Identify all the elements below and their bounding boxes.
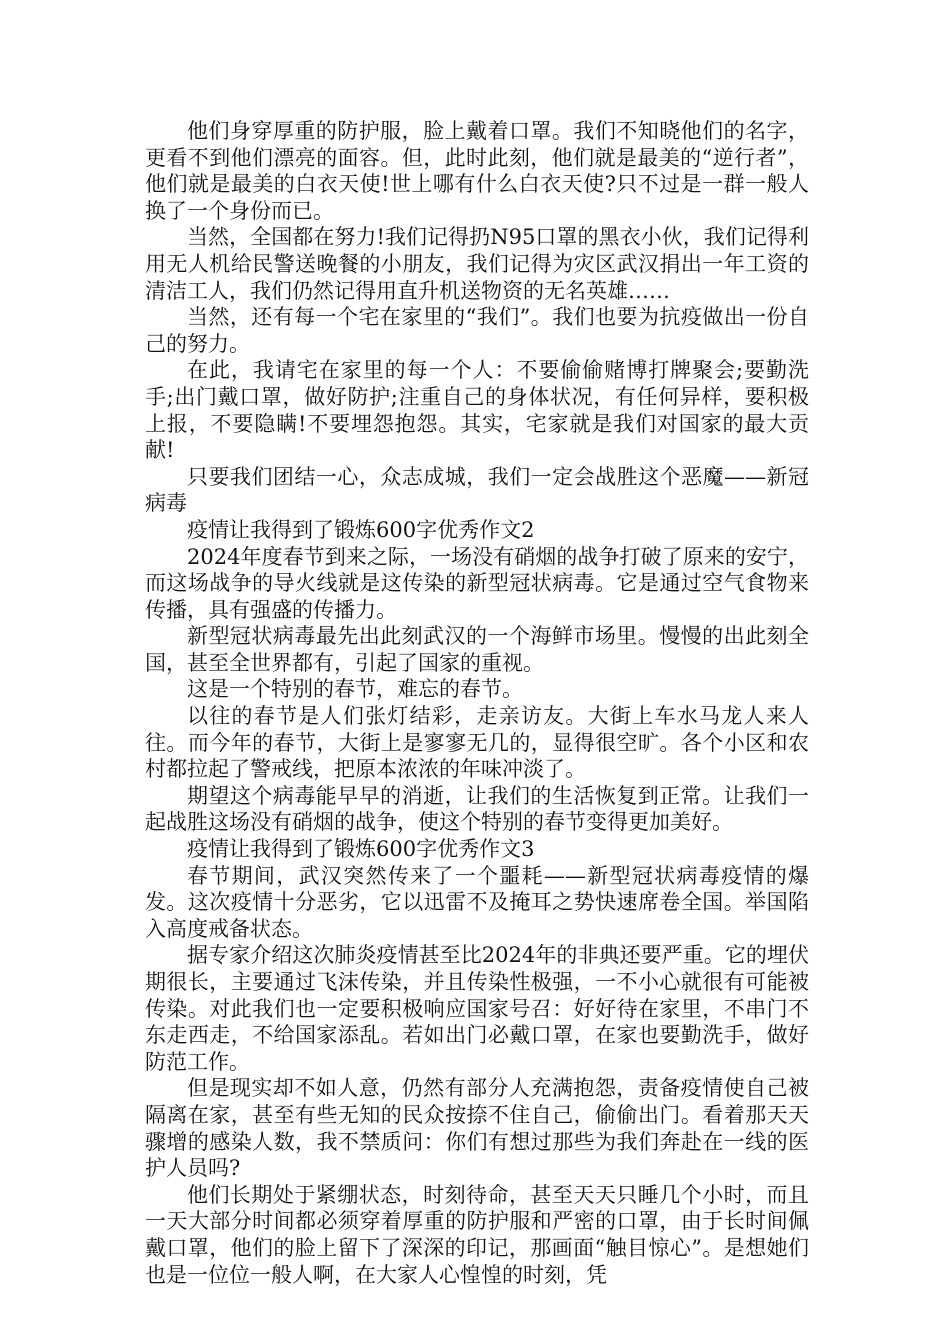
paragraph: 当然，全国都在努力!我们记得扔N95口罩的黑衣小伙，我们记得利用无人机给民警送晚餐的小朋友，我们记得为灾区武汉捐出一年工资的清洁工人，我们仍然记得用直升机送物资的无名英雄……	[145, 225, 809, 303]
paragraph: 2024年度春节到来之际，一场没有硝烟的战争打破了原来的安宁，而这场战争的导火线就是这传染的新型冠状病毒。它是通过空气食物来传播，具有强盛的传播力。	[145, 544, 809, 622]
paragraph: 这是一个特别的春节，难忘的春节。	[187, 677, 523, 702]
paragraph: 但是现实却不如人意，仍然有部分人充满抱怨，责备疫情使自己被隔离在家，甚至有些无知的民众按捺不住自己，偷偷出门。看着那天天骤增的感染人数，我不禁质问：你们有想过那些为我们奔赴在一线的医护人员吗?	[145, 1076, 809, 1181]
paragraph: 他们身穿厚重的防护服，脸上戴着口罩。我们不知晓他们的名字，更看不到他们漂亮的面容。但，此时此刻，他们就是最美的“逆行者”，他们就是最美的白衣天使!世上哪有什么白衣天使?只不过是一群一般人换了一个身份而已。	[145, 119, 809, 223]
paragraph: 他们长期处于紧绷状态，时刻待命，甚至天天只睡几个小时，而且一天大部分时间都必须穿着厚重的防护服和严密的口罩，由于长时间佩戴口罩，他们的脸上留下了深深的印记，那画面“触目惊心”。是想她们也是一位位一般人啊，在大家人心惶惶的时刻，凭	[145, 1182, 809, 1287]
essay-heading-3: 疫情让我得到了锻炼600字优秀作文3	[187, 837, 535, 862]
paragraph: 春节期间，武汉突然传来了一个噩耗——新型冠状病毒疫情的爆发。这次疫情十分恶劣，它以迅雷不及掩耳之势快速席卷全国。举国陷入高度戒备状态。	[145, 863, 809, 941]
paragraph: 在此，我请宅在家里的每一个人：不要偷偷赌博打牌聚会;要勤洗手;出门戴口罩，做好防护;注重自己的身体状况，有任何异样，要积极上报，不要隐瞒!不要埋怨抱怨。其实，宅家就是我们对国家的最大贡献!	[145, 358, 809, 463]
paragraph: 只要我们团结一心，众志成城，我们一定会战胜这个恶魔——新冠病毒	[145, 464, 809, 516]
paragraph: 当然，还有每一个宅在家里的“我们”。我们也要为抗疫做出一份自己的努力。	[145, 305, 809, 356]
paragraph: 期望这个病毒能早早的消逝，让我们的生活恢复到正常。让我们一起战胜这场没有硝烟的战争，使这个特别的春节变得更加美好。	[145, 783, 809, 835]
paragraph: 新型冠状病毒最先出此刻武汉的一个海鲜市场里。慢慢的出此刻全国，甚至全世界都有，引起了国家的重视。	[145, 624, 809, 675]
essay-body	[145, 118, 809, 1288]
paragraph: 以往的春节是人们张灯结彩，走亲访友。大街上车水马龙人来人往。而今年的春节，大街上是寥寥无几的，显得很空旷。各个小区和农村都拉起了警戒线，把原本浓浓的年味冲淡了。	[145, 704, 809, 782]
essay-heading-2: 疫情让我得到了锻炼600字优秀作文2	[187, 517, 535, 542]
paragraph: 据专家介绍这次肺炎疫情甚至比2024年的非典还要严重。它的埋伏期很长，主要通过飞沫传染，并且传染性极强，一不小心就很有可能被传染。对此我们也一定要积极响应国家号召：好好待在家里，不串门不东走西走，不给国家添乱。若如出门必戴口罩，在家也要勤洗手，做好防范工作。	[145, 943, 809, 1074]
